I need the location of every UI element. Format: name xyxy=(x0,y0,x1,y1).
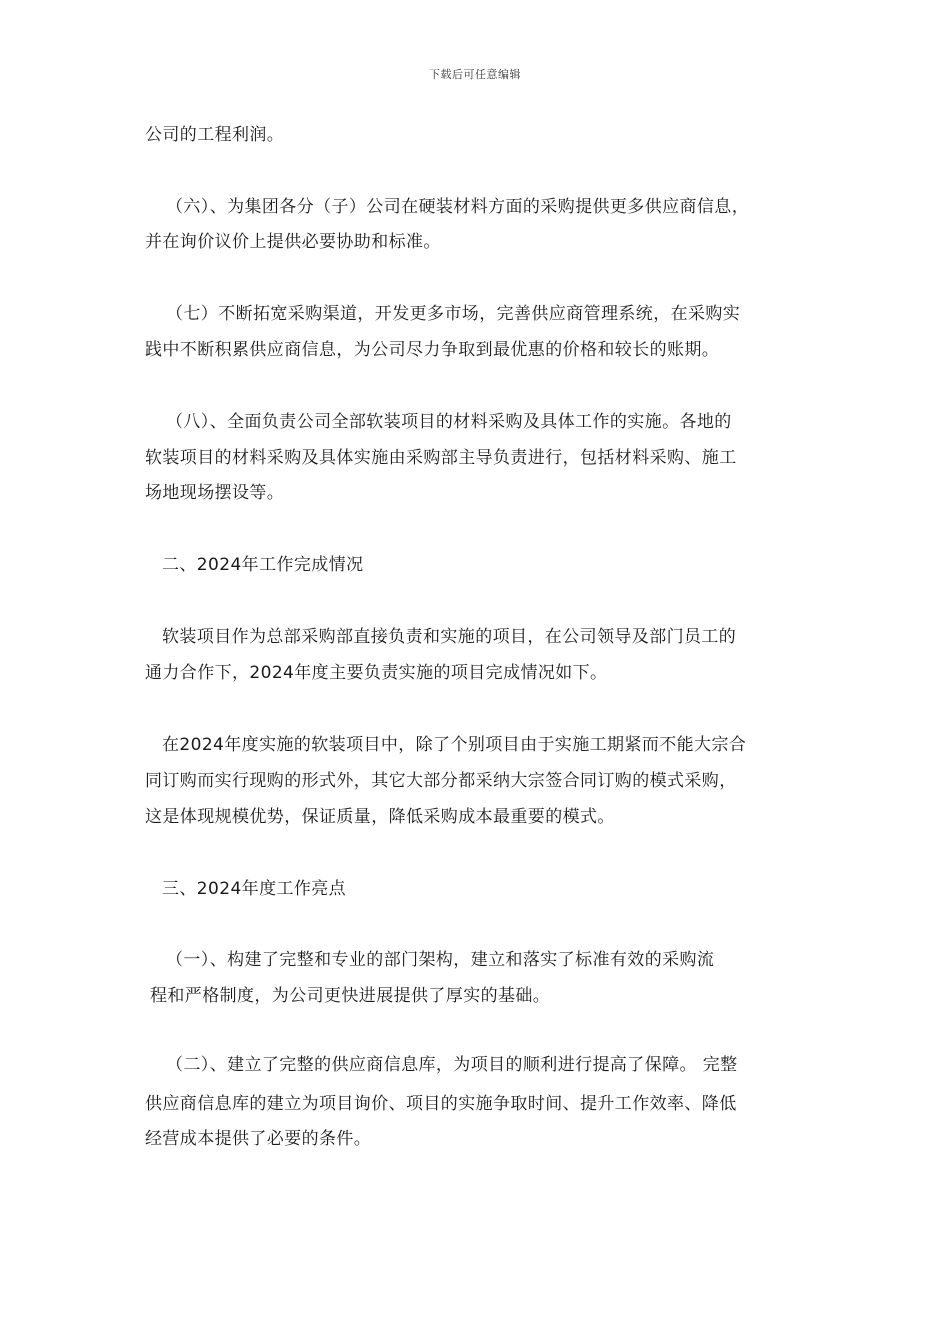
paragraph-line: 同订购而实行现购的形式外，其它大部分都采纳大宗签合同订购的模式采购， xyxy=(145,771,737,791)
paragraph-line: （六）、为集团各分（子）公司在硬装材料方面的采购提供更多供应商信息， xyxy=(166,197,750,217)
page-header-note: 下载后可任意编辑 xyxy=(429,68,521,81)
paragraph-line: 软装项目作为总部采购部直接负责和实施的项目，在公司领导及部门员工的 xyxy=(162,627,737,647)
paragraph-line: 这是体现规模优势，保证质量，降低采购成本最重要的模式。 xyxy=(145,807,615,827)
paragraph-line: （二）、建立了完整的供应商信息库，为项目的顺利进行提高了保障。 完整 xyxy=(166,1055,738,1075)
paragraph-line: 在2024年度实施的软装项目中，除了个别项目由于实施工期紧而不能大宗合 xyxy=(162,735,747,755)
paragraph-line: 场地现场摆设等。 xyxy=(145,483,285,503)
paragraph-line: 并在询价议价上提供必要协助和标准。 xyxy=(145,232,441,252)
paragraph-line: （七）不断拓宽采购渠道，开发更多市场，完善供应商管理系统，在采购实 xyxy=(166,304,741,324)
paragraph-line: （一）、构建了完整和专业的部门架构，建立和落实了标准有效的采购流 xyxy=(166,950,715,970)
paragraph-line: 践中不断积累供应商信息，为公司尽力争取到最优惠的价格和较长的账期。 xyxy=(145,340,720,360)
section-heading: 二、2024年工作完成情况 xyxy=(162,555,364,575)
paragraph-line: 通力合作下，2024年度主要负责实施的项目完成情况如下。 xyxy=(145,663,608,683)
paragraph-line: 程和严格制度，为公司更快进展提供了厚实的基础。 xyxy=(150,986,551,1006)
paragraph-line: 供应商信息库的建立为项目询价、项目的实施争取时间、提升工作效率、降低 xyxy=(145,1094,737,1114)
paragraph-line: 软装项目的材料采购及具体实施由采购部主导负责进行，包括材料采购、施工 xyxy=(145,448,737,468)
paragraph-line: 经营成本提供了必要的条件。 xyxy=(145,1129,372,1149)
paragraph-line: 公司的工程利润。 xyxy=(145,125,285,145)
section-heading: 三、2024年度工作亮点 xyxy=(162,879,347,899)
paragraph-line: （八）、全面负责公司全部软装项目的材料采购及具体工作的实施。各地的 xyxy=(166,412,732,432)
